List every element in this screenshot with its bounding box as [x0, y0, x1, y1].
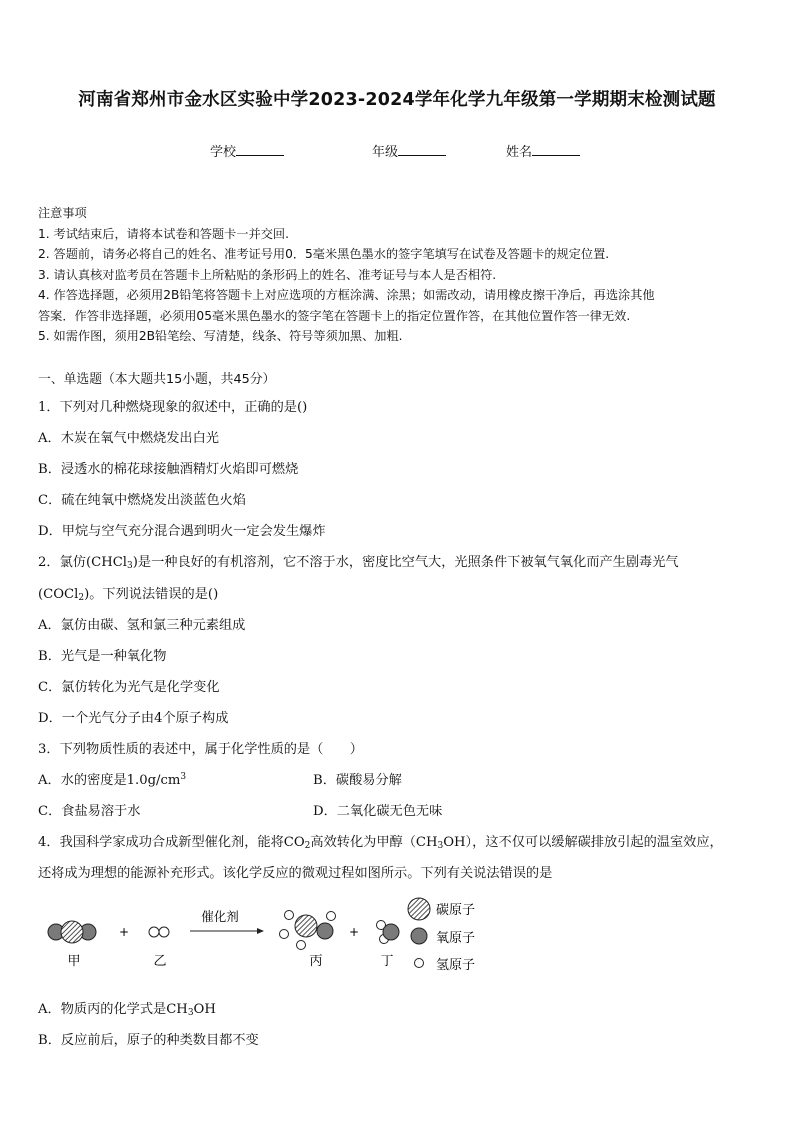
q3-option-b[interactable]: B．碳酸易分解: [313, 773, 402, 788]
q4-stem-part: 高效转化为甲醇（CH: [310, 835, 438, 850]
page-title: 河南省郑州市金水区实验中学2023-2024学年化学九年级第一学期期末检测试题: [78, 90, 716, 110]
q2-stem-part: 2．氯仿(CHCl: [38, 555, 127, 570]
school-blank[interactable]: [236, 143, 284, 156]
legend-oxygen-label: 氧原子: [436, 931, 476, 946]
q4-stem-sub: 2: [304, 841, 311, 851]
arrow-icon: [190, 928, 264, 934]
school-field[interactable]: [210, 141, 284, 160]
q1-stem: 1．下列对几种燃烧现象的叙述中，正确的是(): [38, 400, 308, 415]
q3-option-a-sup: 3: [180, 772, 187, 782]
legend-hydrogen: [415, 958, 476, 973]
q1-option-d[interactable]: D．甲烷与空气充分混合遇到明火一定会发生爆炸: [38, 524, 326, 539]
q2-option-d[interactable]: D．一个光气分子由4个原子构成: [38, 711, 229, 726]
note-item: 1. 考试结束后，请将本试卷和答题卡一并交回.: [38, 226, 289, 241]
plus-sign: +: [118, 925, 130, 939]
catalyst-label: 催化剂: [201, 909, 239, 924]
grade-label: 年级: [372, 145, 399, 160]
q4-stem-sub: 3: [437, 841, 444, 851]
q2-stem-sub: 3: [127, 561, 133, 571]
label-jia: 甲: [67, 954, 81, 969]
q2-option-a[interactable]: A．氯仿由碳、氢和氯三种元素组成: [38, 618, 246, 633]
notes-block: [38, 203, 758, 347]
section-heading: 一、单选题（本大题共15小题，共45分）: [38, 372, 276, 387]
q2-stem-sub: 2: [78, 593, 85, 603]
q1-option-a[interactable]: A．木炭在氧气中燃烧发出白光: [38, 431, 219, 446]
q3-option-c[interactable]: C．食盐易溶于水: [38, 804, 141, 819]
q2-option-c[interactable]: C．氯仿转化为光气是化学变化: [38, 680, 220, 695]
q4-option-a-sub: 3: [187, 1008, 194, 1018]
q4-stem-part: OH），这不仅可以缓解碳排放引起的温室效应，: [443, 835, 723, 850]
molecule-h2o: [377, 921, 400, 944]
reaction-diagram: [38, 893, 498, 983]
q3-option-a-text: A．水的密度是1.0g/cm: [38, 773, 181, 788]
grade-field[interactable]: [372, 141, 446, 160]
note-item: 3. 请认真核对监考员在答题卡上所粘贴的条形码上的姓名、准考证号与本人是否相符.: [38, 267, 497, 282]
q2-stem-part: )。下列说法错误的是(): [84, 587, 219, 602]
q2-stem-part: (COCl: [38, 587, 79, 602]
q2-stem-part: )是一种良好的有机溶剂，它不溶于水，密度比空气大，光照条件下被氧气氧化而产生剧毒光气: [132, 555, 679, 570]
notes-heading: 注意事项: [38, 206, 87, 220]
grade-blank[interactable]: [398, 143, 446, 156]
label-bing: 丙: [309, 954, 323, 969]
note-item: 答案．作答非选择题，必须用05毫米黑色墨水的签字笔在答题卡上的指定位置作答，在其他位置作答一律无效.: [38, 308, 631, 323]
note-item: 2. 答题前，请务必将自己的姓名、准考证号用0．5毫米黑色墨水的签字笔填写在试卷及答题卡的规定位置.: [38, 247, 610, 261]
q2-stem: [38, 551, 679, 571]
name-blank[interactable]: [532, 143, 580, 156]
legend-hydrogen-label: 氢原子: [436, 958, 476, 973]
note-item: 5. 如需作图，须用2B铅笔绘、写清楚，线条、符号等须加黑、加粗.: [38, 329, 403, 343]
plus-sign: +: [348, 925, 360, 939]
q1-option-b[interactable]: B．浸透水的棉花球接触酒精灯火焰即可燃烧: [38, 462, 299, 477]
q4-stem-part: 4．我国科学家成功合成新型催化剂，能将CO: [38, 835, 305, 850]
q3-option-a[interactable]: [38, 769, 186, 788]
school-label: 学校: [210, 145, 237, 160]
q2-option-b[interactable]: B．光气是一种氧化物: [38, 649, 167, 664]
q3-stem: 3．下列物质性质的表述中，属于化学性质的是（ ）: [38, 742, 363, 757]
q2-stem-line2: [38, 583, 218, 603]
name-label: 姓名: [506, 145, 533, 160]
q4-stem: [38, 831, 723, 851]
q4-stem-line2: 还将成为理想的能源补充形式。该化学反应的微观过程如图所示。下列有关说法错误的是: [38, 866, 553, 881]
q1-option-c[interactable]: C．硫在纯氧中燃烧发出淡蓝色火焰: [38, 493, 246, 508]
q3-option-d[interactable]: D．二氧化碳无色无味: [313, 804, 443, 819]
legend-carbon: [408, 898, 475, 920]
legend-carbon-label: 碳原子: [436, 903, 476, 918]
note-item: 4. 作答选择题，必须用2B铅笔将答题卡上对应选项的方框涂满、涂黑；如需改动，请用橡皮擦干净后，再选涂其他: [38, 288, 655, 302]
label-yi: 乙: [153, 954, 167, 969]
molecule-ch3oh: [280, 911, 336, 950]
molecule-h2: [149, 927, 169, 937]
label-ding: 丁: [380, 954, 394, 969]
q4-option-a[interactable]: [38, 998, 216, 1018]
name-field[interactable]: [506, 141, 580, 160]
q4-option-a-text: A．物质丙的化学式是CH: [38, 1002, 188, 1017]
legend-oxygen: [411, 928, 475, 946]
q4-option-a-text: OH: [193, 1002, 216, 1017]
molecule-co2: [48, 921, 96, 943]
q4-option-b[interactable]: B．反应前后，原子的种类数目都不变: [38, 1033, 259, 1048]
